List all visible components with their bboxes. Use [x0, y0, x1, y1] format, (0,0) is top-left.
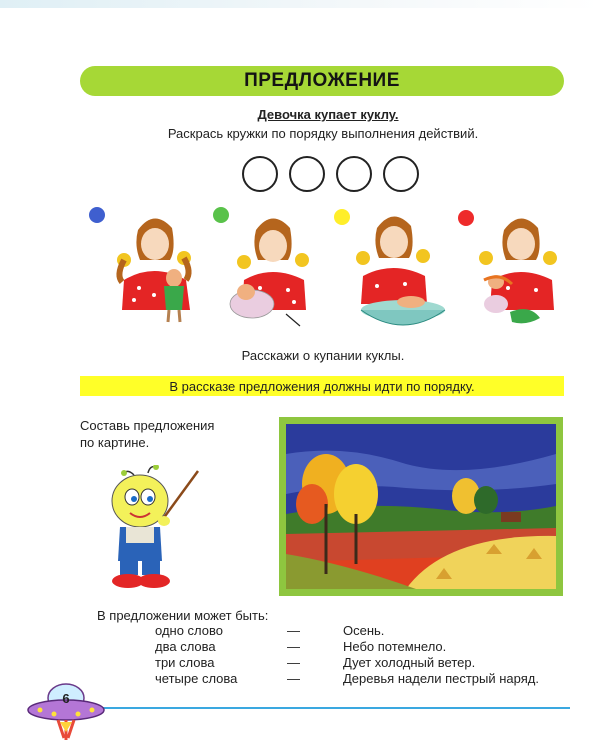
order-circle-2[interactable] — [289, 156, 325, 192]
word-count-label: одно слово — [155, 623, 224, 638]
order-circle-1[interactable] — [242, 156, 278, 192]
order-circles — [242, 156, 422, 192]
page-number: 6 — [62, 691, 70, 706]
instruction-text: Раскрась кружки по порядку выполнения действий. — [167, 126, 479, 141]
compose-line-1: Составь предложения — [80, 418, 215, 433]
word-count-label: два слова — [155, 639, 216, 654]
row-dash: — — [287, 639, 300, 654]
girl-dressing-doll-picture — [470, 200, 580, 340]
rule-banner-text: В рассказе предложения должны идти по порядку. — [169, 378, 475, 394]
example-sentence: Дует холодный ветер. — [343, 655, 476, 670]
footer-divider — [100, 707, 570, 709]
autumn-landscape-painting-frame — [279, 417, 563, 596]
example-sentence: Деревья надели пестрый наряд. — [343, 671, 539, 686]
autumn-landscape-painting — [286, 424, 556, 589]
alien-teacher-illustration — [98, 465, 208, 595]
word-count-label: три слова — [155, 655, 215, 670]
exercise-subtitle: Девочка купает куклу. — [257, 107, 399, 122]
example-sentence: Осень. — [343, 623, 385, 638]
ufo-page-badge — [26, 678, 106, 743]
girl-undressing-doll-picture — [222, 200, 332, 340]
compose-prompt — [80, 417, 250, 451]
title-banner — [80, 66, 564, 96]
word-count-row — [0, 639, 600, 655]
top-decor-strip — [0, 0, 600, 8]
girl-holding-doll-picture — [104, 200, 214, 340]
blue-dot — [89, 207, 105, 223]
row-dash: — — [287, 623, 300, 638]
word-count-label: четыре слова — [155, 671, 238, 686]
compose-line-2: по картине. — [80, 435, 150, 450]
girl-bathing-doll-picture — [345, 200, 455, 340]
order-circle-3[interactable] — [336, 156, 372, 192]
tell-prompt: Расскажи о купании куклы. — [241, 348, 405, 363]
word-count-row — [0, 623, 600, 639]
page-title: ПРЕДЛОЖЕНИЕ — [244, 70, 400, 91]
row-dash: — — [287, 655, 300, 670]
order-circle-4[interactable] — [383, 156, 419, 192]
row-dash: — — [287, 671, 300, 686]
word-count-row — [0, 655, 600, 671]
list-header: В предложении может быть: — [97, 608, 269, 623]
rule-banner — [80, 376, 564, 396]
example-sentence: Небо потемнело. — [343, 639, 447, 654]
